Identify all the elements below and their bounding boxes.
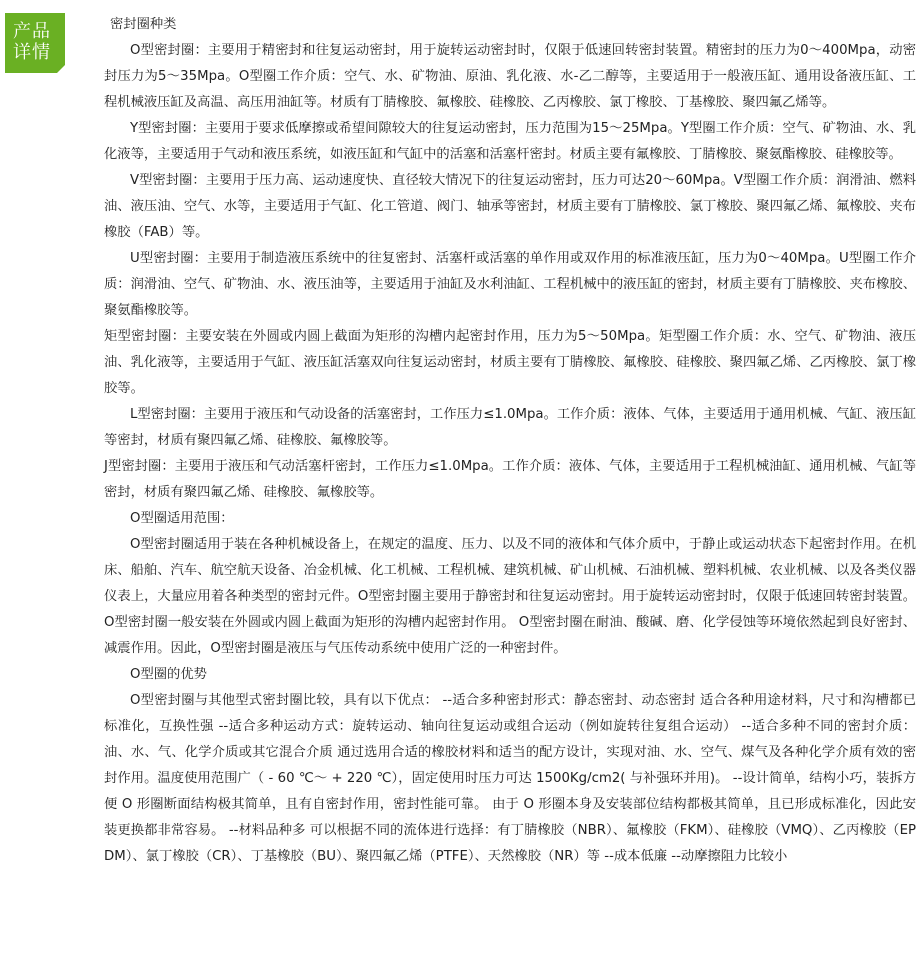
- paragraph-o-ring: O型密封圈：主要用于精密封和往复运动密封，用于旋转运动密封时，仅限于低速回转密封装置。精密封的压力为0～400Mpa，动密封压力为5～35Mpa。O型圈工作介质：空气、水、矿物油、原油、乳化液、水-乙二醇等，主要适用于一般液压缸、通用设备液压缸、工程机械液压缸及高温、高压用油缸等。材质有丁腈橡胶、氟橡胶、硅橡胶、乙丙橡胶、氯丁橡胶、丁基橡胶、聚四氟乙烯等。: [104, 43, 916, 110]
- subheading-o-ring-scope: O型圈适用范围：: [130, 511, 234, 526]
- badge-line-1: 产品: [13, 21, 51, 42]
- product-details-badge: [5, 13, 65, 73]
- paragraph-j-ring: J型密封圈：主要用于液压和气动活塞杆密封，工作压力≤1.0Mpa。工作介质：液体、气体，主要适用于工程机械油缸、通用机械、气缸等密封，材质有聚四氟乙烯、硅橡胶、氟橡胶等。: [104, 459, 916, 500]
- section-heading: 密封圈种类: [110, 17, 177, 32]
- article-content: [104, 12, 916, 870]
- paragraph-o-ring-scope: O型密封圈适用于装在各种机械设备上，在规定的温度、压力、以及不同的液体和气体介质中，于静止或运动状态下起密封作用。在机床、船舶、汽车、航空航天设备、冶金机械、化工机械、工程机械、建筑机械、矿山机械、石油机械、塑料机械、农业机械、以及各类仪器仪表上，大量应用着各种类型的密封元件。O型密封圈主要用于静密封和往复运动密封。用于旋转运动密封时，仅限于低速回转密封装置。O型密封圈一般安装在外圆或内圆上截面为矩形的沟槽内起密封作用。 O型密封圈在耐油、酸碱、磨、化学侵蚀等环境依然起到良好密封、减震作用。因此，O型密封圈是液压与气压传动系统中使用广泛的一种密封件。: [104, 537, 916, 656]
- paragraph-l-ring: L型密封圈：主要用于液压和气动设备的活塞密封，工作压力≤1.0Mpa。工作介质：液体、气体，主要适用于通用机械、气缸、液压缸等密封，材质有聚四氟乙烯、硅橡胶、氟橡胶等。: [104, 407, 916, 448]
- paragraph-o-ring-advantages: O型密封圈与其他型式密封圈比较，具有以下优点： --适合多种密封形式：静态密封、动态密封 适合各种用途材料，尺寸和沟槽都已标准化，互换性强 --适合多种运动方式：旋转运动、轴向往复运动或组合运动（例如旋转往复组合运动） --适合多种不同的密封介质：油、水、气、化学介质或其它混合介质 通过选用合适的橡胶材料和适当的配方设计，实现对油、水、空气、煤气及各种化学介质有效的密封作用。温度使用范围广（ - 60 ℃～ + 220 ℃），固定使用时压力可达 1500Kg/cm2( 与补强环并用)。 --设计简单，结构小巧，装拆方便 O 形圈断面结构极其简单，且有自密封作用，密封性能可靠。 由于 O 形圈本身及安装部位结构都极其简单，且已形成标准化，因此安装更换都非常容易。 --材料品种多 可以根据不同的流体进行选择：有丁腈橡胶（NBR）、氟橡胶（FKM）、硅橡胶（VMQ）、乙丙橡胶（EPDM）、氯丁橡胶（CR）、丁基橡胶（BU）、聚四氟乙烯（PTFE）、天然橡胶（NR）等 --成本低廉 --动摩擦阻力比较小: [104, 693, 916, 864]
- paragraph-rect-ring: 矩型密封圈：主要安装在外圆或内圆上截面为矩形的沟槽内起密封作用，压力为5～50Mpa。矩型圈工作介质：水、空气、矿物油、液压油、乳化液等，主要适用于气缸、液压缸活塞双向往复运动密封，材质主要有丁腈橡胶、氟橡胶、硅橡胶、聚四氟乙烯、乙丙橡胶、氯丁橡胶等。: [104, 329, 916, 396]
- subheading-o-ring-advantages: O型圈的优势: [130, 667, 207, 682]
- badge-line-2: 详情: [13, 42, 51, 63]
- paragraph-y-ring: Y型密封圈：主要用于要求低摩擦或希望间隙较大的往复运动密封，压力范围为15～25Mpa。Y型圈工作介质：空气、矿物油、水、乳化液等，主要适用于气动和液压系统，如液压缸和气缸中的活塞和活塞杆密封。材质主要有氟橡胶、丁腈橡胶、聚氨酯橡胶、硅橡胶等。: [104, 121, 916, 162]
- paragraph-v-ring: V型密封圈：主要用于压力高、运动速度快、直径较大情况下的往复运动密封，压力可达20～60Mpa。V型圈工作介质：润滑油、燃料油、液压油、空气、水等，主要适用于气缸、化工管道、阀门、轴承等密封，材质主要有丁腈橡胶、氯丁橡胶、聚四氟乙烯、氟橡胶、夹布橡胶（FAB）等。: [104, 173, 916, 240]
- badge-corner-fold: [57, 65, 65, 73]
- paragraph-u-ring: U型密封圈：主要用于制造液压系统中的往复密封、活塞杆或活塞的单作用或双作用的标准液压缸，压力为0～40Mpa。U型圈工作介质：润滑油、空气、矿物油、水、液压油等，主要适用于油缸及水利油缸、工程机械中的液压缸的密封，材质主要有丁腈橡胶、夹布橡胶、聚氨酯橡胶等。: [104, 251, 916, 318]
